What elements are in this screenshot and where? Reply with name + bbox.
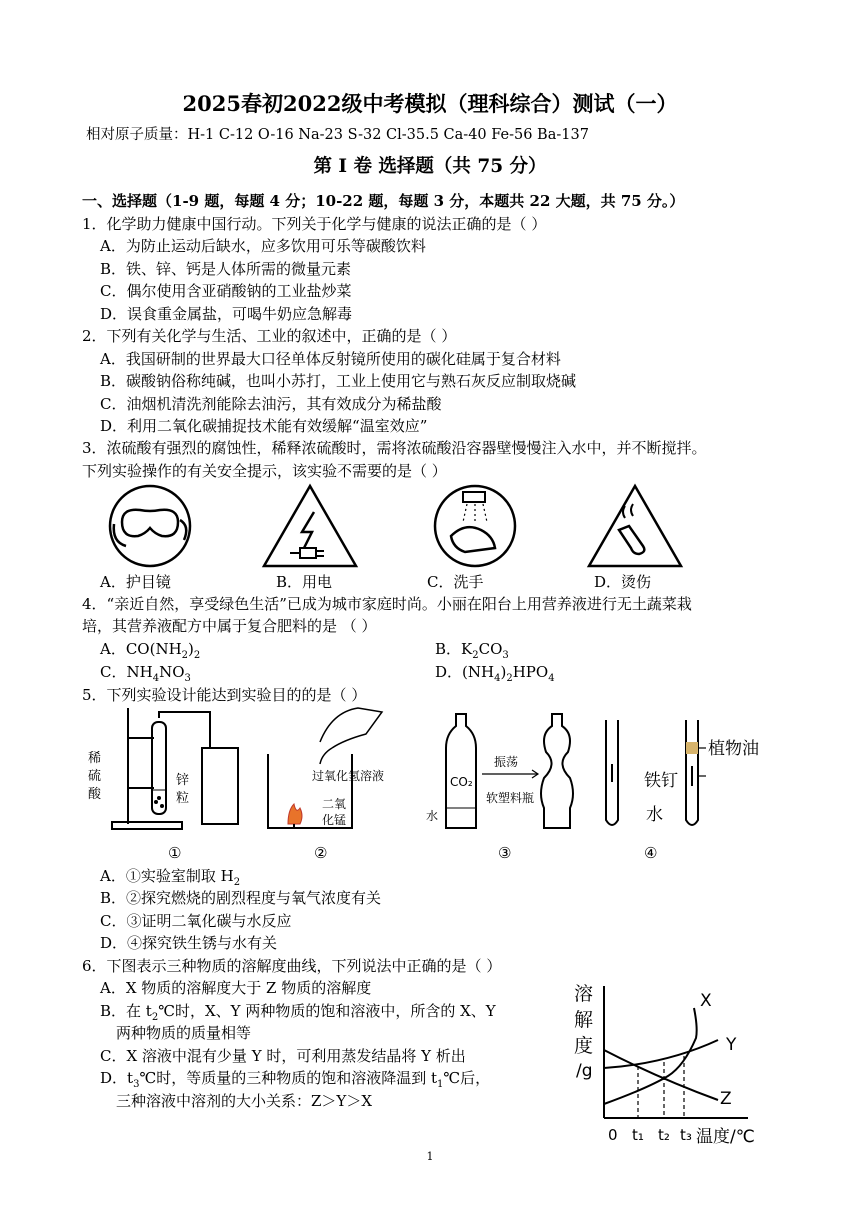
zinc-char2: 粒 bbox=[176, 791, 190, 806]
dilute-acid-char2: 硫 bbox=[88, 769, 102, 784]
solubility-chart bbox=[568, 978, 778, 1150]
q1-stem: 1．化学助力健康中国行动。下列关于化学与健康的说法正确的是（ ） bbox=[82, 215, 547, 233]
q4-option-c: C．$NH_4NO_3$ bbox=[100, 663, 191, 684]
q5-option-d: D．④探究铁生锈与水有关 bbox=[100, 934, 278, 952]
burn-warning-icon bbox=[585, 482, 685, 570]
x-tick-0: 0 bbox=[608, 1126, 618, 1144]
y-label-char-1: 溶 bbox=[574, 983, 594, 1005]
series-label-y: Y bbox=[726, 1035, 737, 1055]
zinc-acid-apparatus bbox=[88, 708, 238, 829]
part-heading: 一、选择题（1-9 题，每题 4 分；10-22 题，每题 3 分，本题共 22 大题，共 75 分。） bbox=[82, 192, 685, 210]
oil-label: 植物油 bbox=[708, 739, 759, 759]
q4-option-a: A．$CO(NH_2)_2$ bbox=[100, 640, 201, 661]
fig-number-1: ① bbox=[168, 844, 182, 862]
dilute-acid-char1: 稀 bbox=[88, 751, 102, 766]
electricity-icon bbox=[260, 482, 360, 570]
q6-option-b-line2: 两种物质的质量相等 bbox=[116, 1024, 252, 1042]
page-number: 1 bbox=[426, 1150, 434, 1163]
y-label-char-3: 度 bbox=[574, 1035, 594, 1057]
fig-number-3: ③ bbox=[498, 844, 512, 862]
q4-option-b: B．$K_2CO_3$ bbox=[435, 640, 509, 661]
exam-title: 2025春初2022级中考模拟（理科综合）测试（一） bbox=[182, 91, 678, 116]
q2-stem: 2．下列有关化学与生活、工业的叙述中，正确的是（ ） bbox=[82, 327, 457, 345]
co2-label: CO₂ bbox=[450, 775, 473, 789]
q5-stem: 5．下列实验设计能达到实验目的的是（ ） bbox=[82, 686, 367, 704]
q3-option-c: C．洗手 bbox=[427, 573, 484, 591]
atomic-masses: 相对原子质量：H-1 C-12 O-16 Na-23 S-32 Cl-35.5 Ca-40 Fe-56 Ba-137 bbox=[86, 127, 589, 143]
water-label-4: 水 bbox=[646, 805, 663, 825]
y-label-char-4: /g bbox=[576, 1061, 593, 1081]
mno2-line1: 二氧 bbox=[322, 797, 347, 811]
q3-option-b: B．用电 bbox=[276, 573, 333, 591]
q3-stem-line2: 下列实验操作的有关安全提示，该实验不需要的是（ ） bbox=[82, 462, 447, 480]
q4-stem-line1: 4．“亲近自然，享受绿色生活”已成为城市家庭时尚。小丽在阳台上用营养液进行无土蔬菜栽 bbox=[82, 595, 692, 613]
q1-option-b: B．铁、锌、钙是人体所需的微量元素 bbox=[100, 260, 352, 278]
x-tick-t1: t₁ bbox=[632, 1126, 644, 1144]
zinc-char1: 锌 bbox=[176, 773, 190, 788]
q6-option-b-line1: B．在 $t_2℃$时，X、Y 两种物质的饱和溶液中，所含的 X、Y bbox=[100, 1002, 496, 1023]
q6-option-d-line1: D．$t_3℃$时，等质量的三种物质的饱和溶液降温到 $t_1℃$后， bbox=[100, 1069, 491, 1090]
q5-option-a: A．①实验室制取 $H_2$ bbox=[100, 867, 241, 888]
goggles-icon bbox=[100, 482, 200, 570]
q2-option-d: D．利用二氧化碳捕捉技术能有效缓解“温室效应” bbox=[100, 417, 428, 435]
curve-z bbox=[604, 1050, 718, 1100]
q3-option-a: A．护目镜 bbox=[100, 573, 171, 591]
q5-option-b: B．②探究燃烧的剧烈程度与氧气浓度有关 bbox=[100, 889, 382, 907]
q5-experiment-figures bbox=[82, 704, 772, 864]
q6-option-c: C．X 溶液中混有少量 Y 时，可利用蒸发结晶将 Y 析出 bbox=[100, 1047, 466, 1065]
q4-option-d: D．$(NH_4)_2HPO_4$ bbox=[435, 663, 555, 684]
q6-option-a: A．X 物质的溶解度大于 Z 物质的溶解度 bbox=[100, 979, 372, 997]
iron-nail-tubes bbox=[606, 720, 759, 825]
co2-bottle-apparatus bbox=[426, 714, 573, 828]
shake-label: 振荡 bbox=[494, 755, 519, 769]
series-label-z: Z bbox=[720, 1089, 732, 1109]
curve-y bbox=[604, 1040, 718, 1068]
q6-stem: 6．下图表示三种物质的溶解度曲线，下列说法中正确的是（ ） bbox=[82, 957, 502, 975]
fig-number-4: ④ bbox=[644, 844, 658, 862]
fig-number-2: ② bbox=[314, 844, 328, 862]
q2-option-c: C．油烟机清洗剂能除去油污，其有效成分为稀盐酸 bbox=[100, 395, 442, 413]
h2o2-beaker-apparatus bbox=[268, 708, 384, 828]
q3-stem-line1: 3．浓硫酸有强烈的腐蚀性，稀释浓硫酸时，需将浓硫酸沿容器壁慢慢注入水中，并不断搅拌。 bbox=[82, 439, 707, 457]
y-label-char-2: 解 bbox=[574, 1009, 594, 1031]
h2o2-label: 过氧化氢溶液 bbox=[312, 769, 385, 783]
section-title: 第 Ⅰ 卷 选择题（共 75 分） bbox=[313, 156, 547, 177]
x-axis-label: 温度/℃ bbox=[696, 1127, 755, 1147]
q2-option-b: B．碳酸钠俗称纯碱，也叫小苏打，工业上使用它与熟石灰反应制取烧碱 bbox=[100, 372, 577, 390]
water-label-3: 水 bbox=[426, 809, 439, 823]
mno2-line2: 化锰 bbox=[322, 813, 347, 827]
nail-label: 铁钉 bbox=[644, 771, 678, 791]
x-tick-t3: t₃ bbox=[680, 1126, 692, 1144]
x-tick-t2: t₂ bbox=[658, 1126, 670, 1144]
q1-option-c: C．偶尔使用含亚硝酸钠的工业盐炒菜 bbox=[100, 282, 352, 300]
q1-option-d: D．误食重金属盐，可喝牛奶应急解毒 bbox=[100, 305, 353, 323]
q3-option-d: D．烫伤 bbox=[594, 573, 652, 591]
q2-option-a: A．我国研制的世界最大口径单体反射镜所使用的碳化硅属于复合材料 bbox=[100, 350, 561, 368]
dilute-acid-char3: 酸 bbox=[88, 787, 102, 802]
q4-stem-line2: 培，其营养液配方中属于复合肥料的是 （ ） bbox=[82, 617, 377, 635]
q1-option-a: A．为防止运动后缺水，应多饮用可乐等碳酸饮料 bbox=[100, 237, 426, 255]
series-label-x: X bbox=[700, 991, 712, 1011]
q5-option-c: C．③证明二氧化碳与水反应 bbox=[100, 912, 292, 930]
soft-bottle-label: 软塑料瓶 bbox=[486, 791, 535, 805]
q6-option-d-line2: 三种溶液中溶剂的大小关系：Z＞Y＞X bbox=[116, 1092, 373, 1110]
hand-wash-icon bbox=[425, 482, 525, 570]
